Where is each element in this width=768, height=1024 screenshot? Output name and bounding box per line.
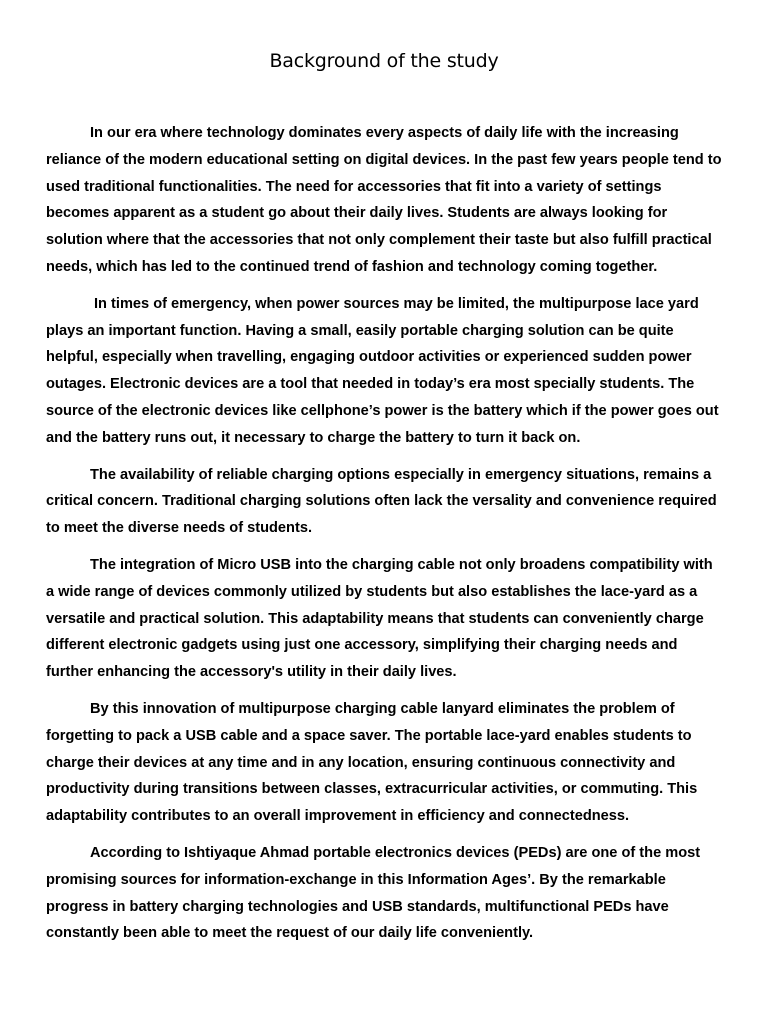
paragraph-micro-usb: The integration of Micro USB into the charging cable not only broadens compatibility with a wide range of devices commonly utilized by students but also establishes the lace-yard as a versatile and practical solution. This adaptability means that students can conveniently charge different electronic gadgets using just one accessory, simplifying their charging needs and further enhancing the accessory's utility in their daily lives.	[46, 556, 713, 681]
paragraph-innovation: By this innovation of multipurpose charging cable lanyard eliminates the problem of forgetting to pack a USB cable and a space saver. The portable lace-yard enables students to charge their devices at any time and in any location, ensuring continuous connectivity and productivity during transitions between classes, extracurricular activities, or commuting. This adaptability contributes to an overall improvement in efficiency and connectedness.	[46, 700, 698, 825]
document-title: Background of the study	[269, 50, 499, 72]
document-body	[46, 120, 722, 957]
paragraph-emergency: In times of emergency, when power sources may be limited, the multipurpose lace yard plays an important function. Having a small, easily portable charging solution can be quite helpful, especially when travelling, engaging outdoor activities or experienced sudden power outages. Electronic devices are a tool that needed in today’s era most specially students. The source of the electronic devices like cellphone’s power is the battery which if the power goes out and the battery runs out, it necessary to charge the battery to turn it back on.	[46, 295, 719, 446]
paragraph-intro: In our era where technology dominates every aspects of daily life with the increasing reliance of the modern educational setting on digital devices. In the past few years people tend to used traditional functionalities. The need for accessories that fit into a variety of settings becomes apparent as a student go about their daily lives. Students are always looking for solution where that the accessories that not only complement their taste but also fulfill practical needs, which has led to the continued trend of fashion and technology coming together.	[46, 125, 722, 275]
paragraph-availability: The availability of reliable charging options especially in emergency situations, remains a critical concern. Traditional charging solutions often lack the versality and convenience required to meet the diverse needs of students.	[46, 466, 717, 537]
paragraph-citation: According to Ishtiyaque Ahmad portable electronics devices (PEDs) are one of the most promising sources for information-exchange in this Information Ages’. By the remarkable progress in battery charging technologies and USB standards, multifunctional PEDs have constantly been able to meet the request of our daily life conveniently.	[46, 844, 701, 942]
